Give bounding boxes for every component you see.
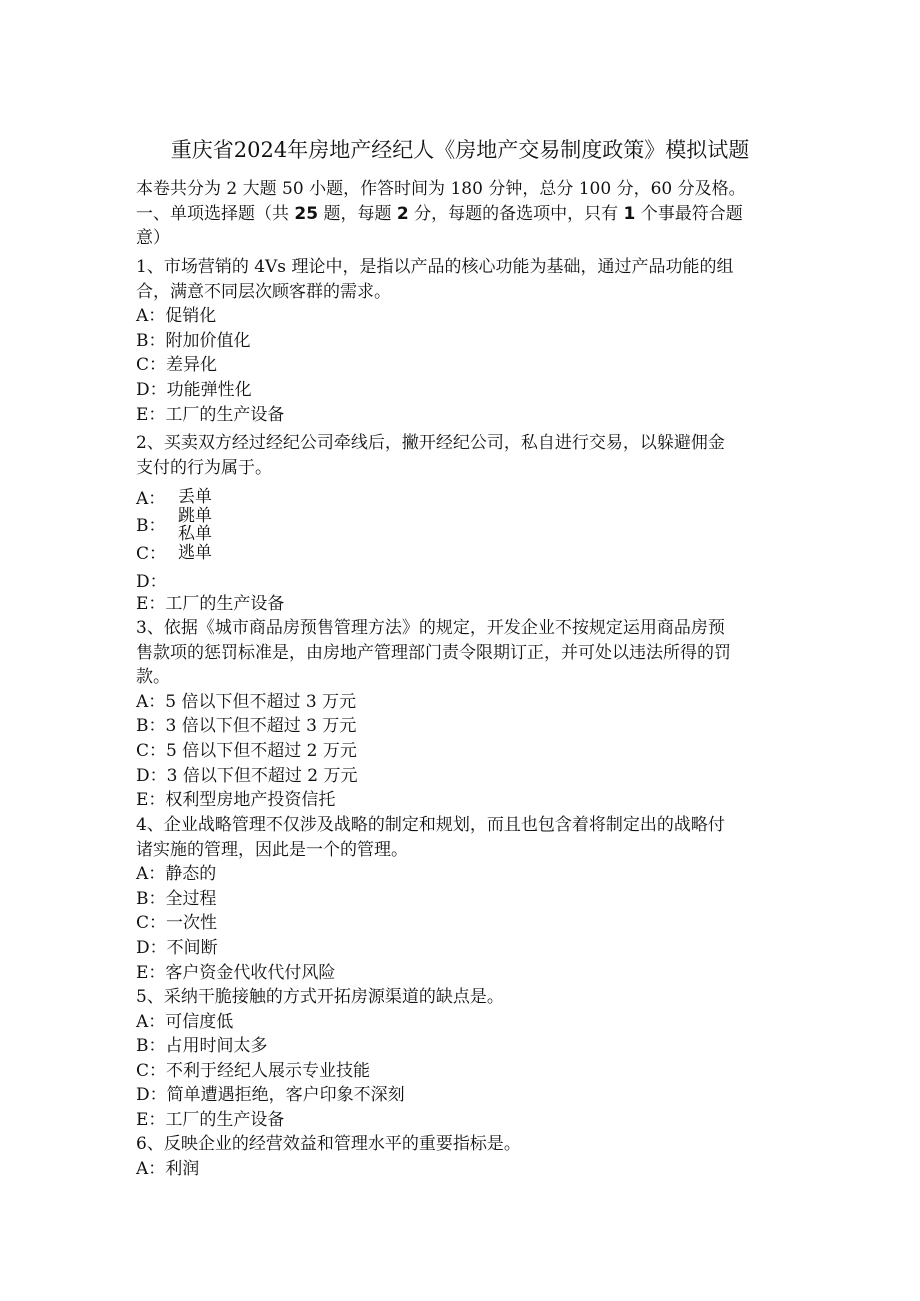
question-stem-cont: 诸实施的管理，因此是一个的管理。 [136,839,408,860]
option-d: D：不间断 [136,937,218,958]
option-a: A：促销化 [136,306,217,327]
option-b: B：3 倍以下但不超过 3 万元 [136,716,357,737]
question-stem: 3、依据《城市商品房预售管理方法》的规定，开发企业不按规定运用商品房预 [136,618,725,638]
question-1 [136,255,786,427]
option-a: A：静态的 [136,864,217,885]
single-answer-count: 1 [623,203,636,224]
option-d: D：简单遭遇拒绝，客户印象不深刻 [136,1085,405,1106]
question-stem: 6、反映企业的经营效益和管理水平的重要指标是。 [136,1134,521,1154]
question-stem-cont: 售款项的惩罚标准是，由房地产管理部门责令限期订正，并可处以违法所得的罚 [136,642,731,663]
option-d: D：功能弹性化 [136,379,252,400]
question-4 [136,813,786,985]
option-b: B：占用时间太多 [136,1036,268,1057]
question-2-stem [136,431,786,480]
option-a-letter: A： [136,489,166,509]
option-c-text: 私单 [178,524,212,544]
question-3 [136,616,786,813]
question-stem-cont: 合，满意不同层次顾客群的需求。 [136,281,391,302]
option-b-text: 跳单 [178,505,212,526]
question-6 [136,1132,786,1181]
question-stem-cont: 支付的行为属于。 [136,457,272,478]
question-5 [136,985,786,1133]
question-stem-cont-2: 款。 [136,667,170,688]
option-a: A：利润 [136,1158,200,1179]
option-e: E：工厂的生产设备 [136,1109,285,1130]
option-b-letter: B： [136,516,166,536]
section-heading-cont: 意） [136,228,170,248]
option-c: C：不利于经纪人展示专业技能 [136,1060,371,1081]
exam-intro [136,177,786,251]
option-a: A：可信度低 [136,1011,234,1032]
intro-text: 本卷共分为 2 大题 50 小题，作答时间为 180 分钟，总分 100 分，60 分及格。 [136,179,746,199]
option-a: A：5 倍以下但不超过 3 万元 [136,691,357,712]
question-count: 25 [294,203,319,224]
option-c: C：差异化 [136,355,218,376]
question-stem: 2、买卖双方经过经纪公司牵线后，撇开经纪公司，私自进行交易，以躲避佣金 [136,433,725,453]
option-e: E：权利型房地产投资信托 [136,790,336,811]
option-c: C：一次性 [136,913,218,934]
question-stem: 5、采纳干脆接触的方式开拓房源渠道的缺点是。 [136,987,504,1007]
option-c-letter: C： [136,544,167,564]
question-stem: 4、企业战略管理不仅涉及战略的制定和规划，而且也包含着将制定出的战略付 [136,815,725,835]
option-b: B：附加价值化 [136,330,251,351]
question-stem: 1、市场营销的 4Vs 理论中，是指以产品的核心功能为基础，通过产品功能的组 [136,257,734,277]
section-heading: 一、单项选择题（共 25 题，每题 2 分，每题的备选项中，只有 1 个事最符合题 [136,203,743,224]
option-d-letter: D： [136,572,167,592]
option-d-text: 逃单 [178,542,212,563]
option-d: D：3 倍以下但不超过 2 万元 [136,765,358,786]
option-a-text: 丢单 [178,487,212,507]
option-e: E：工厂的生产设备 [136,404,285,425]
option-words [178,488,212,562]
question-2-option-e [136,592,786,617]
option-c: C：5 倍以下但不超过 2 万元 [136,740,357,761]
page-title: 重庆省2024年房地产经纪人《房地产交易制度政策》模拟试题 [170,138,750,162]
option-e: E：客户资金代收代付风险 [136,962,336,983]
points-per-question: 2 [396,203,409,224]
option-e: E：工厂的生产设备 [136,594,285,614]
option-b: B：全过程 [136,888,217,909]
